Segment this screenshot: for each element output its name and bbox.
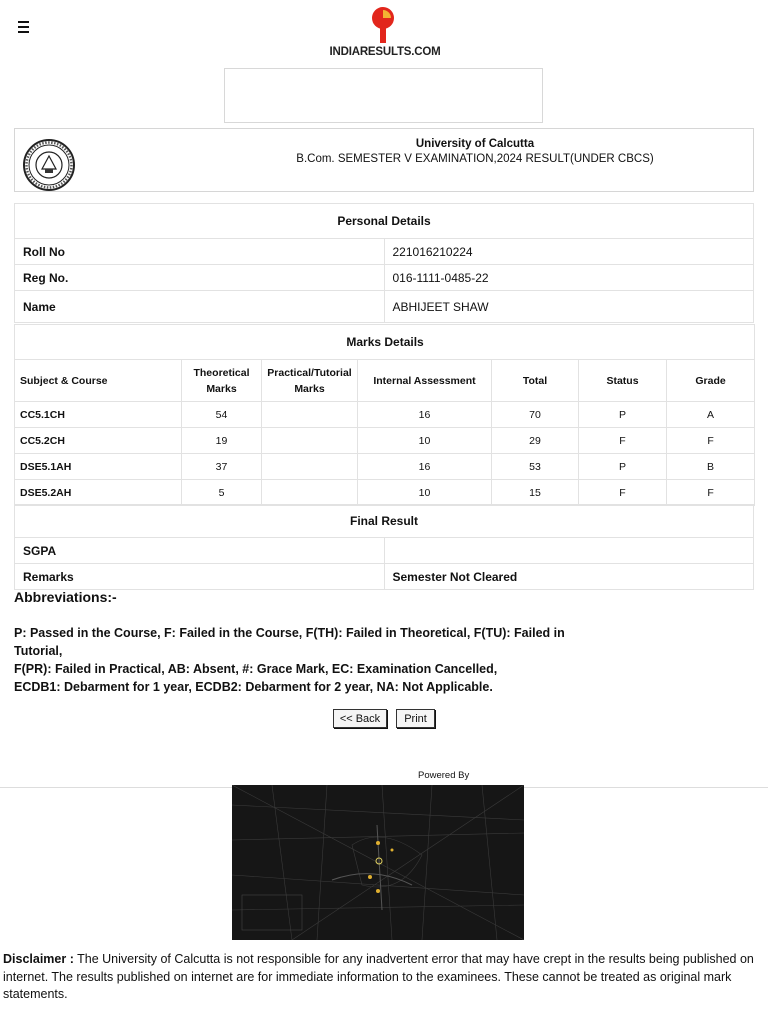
total-marks: 70	[492, 402, 579, 428]
practical-marks	[262, 402, 358, 428]
abbreviation-line: F(PR): Failed in Practical, AB: Absent, #: Grace Mark, EC: Examination Cancelled,	[14, 662, 498, 676]
personal-details-table	[14, 203, 754, 323]
table-row	[15, 454, 755, 480]
disclaimer	[3, 951, 761, 1004]
disclaimer-label: Disclaimer :	[3, 952, 74, 966]
indiaresults-logo[interactable]	[325, 6, 445, 62]
internal-marks: 10	[358, 480, 492, 506]
column-header: Internal Assessment	[358, 360, 492, 402]
grade: F	[667, 480, 755, 506]
map-graphic	[232, 785, 524, 940]
print-button[interactable]: Print	[396, 709, 435, 728]
theory-marks: 19	[182, 428, 262, 454]
reg-no-value: 016-1111-0485-22	[384, 265, 754, 291]
map-image	[232, 785, 524, 940]
column-header: Grade	[667, 360, 755, 402]
result-header	[14, 128, 754, 192]
table-row	[15, 428, 755, 454]
column-header: Theoretical Marks	[182, 360, 262, 402]
column-header: Subject & Course	[15, 360, 182, 402]
practical-marks	[262, 428, 358, 454]
table-row	[15, 239, 754, 265]
status: P	[579, 454, 667, 480]
abbreviations-title: Abbreviations:-	[14, 589, 117, 605]
remarks-label: Remarks	[15, 564, 385, 590]
table-row	[15, 564, 754, 590]
roll-no-label: Roll No	[15, 239, 385, 265]
name-label: Name	[15, 291, 385, 323]
total-marks: 29	[492, 428, 579, 454]
abbreviations-text	[14, 624, 614, 696]
back-button[interactable]: << Back	[333, 709, 387, 728]
total-marks: 15	[492, 480, 579, 506]
ad-placeholder	[224, 68, 543, 123]
logo-text: INDIARESULTS.COM	[329, 46, 441, 58]
final-result-title: Final Result	[15, 505, 754, 538]
university-name: University of Calcutta	[415, 138, 535, 150]
grade: B	[667, 454, 755, 480]
roll-no-value: 221016210224	[384, 239, 754, 265]
internal-marks: 16	[358, 402, 492, 428]
subject-code: CC5.1CH	[15, 402, 182, 428]
table-row	[15, 265, 754, 291]
table-row	[15, 402, 755, 428]
practical-marks	[262, 480, 358, 506]
column-header: Practical/Tutorial Marks	[262, 360, 358, 402]
table-row	[15, 291, 754, 323]
final-result-table	[14, 504, 754, 590]
sgpa-label: SGPA	[15, 538, 385, 564]
sgpa-value	[384, 538, 754, 564]
personal-details-title: Personal Details	[15, 204, 754, 239]
internal-marks: 16	[358, 454, 492, 480]
column-header: Status	[579, 360, 667, 402]
internal-marks: 10	[358, 428, 492, 454]
table-row	[15, 480, 755, 506]
subject-code: CC5.2CH	[15, 428, 182, 454]
subject-code: DSE5.2AH	[15, 480, 182, 506]
exam-title: B.Com. SEMESTER V EXAMINATION,2024 RESULT(UNDER CBCS)	[296, 153, 654, 165]
logo-mark-icon	[371, 6, 397, 44]
theory-marks: 54	[182, 402, 262, 428]
subject-code: DSE5.1AH	[15, 454, 182, 480]
reg-no-label: Reg No.	[15, 265, 385, 291]
theory-marks: 5	[182, 480, 262, 506]
marks-details-table	[14, 324, 755, 506]
table-row	[15, 538, 754, 564]
column-header: Total	[492, 360, 579, 402]
practical-marks	[262, 454, 358, 480]
status: P	[579, 402, 667, 428]
theory-marks: 37	[182, 454, 262, 480]
status: F	[579, 428, 667, 454]
status: F	[579, 480, 667, 506]
total-marks: 53	[492, 454, 579, 480]
abbreviation-line: P: Passed in the Course, F: Failed in the Course, F(TH): Failed in Theoretical, F(TU): Failed in Tutorial,	[14, 626, 565, 658]
marks-details-title: Marks Details	[15, 325, 755, 360]
name-value: ABHIJEET SHAW	[384, 291, 754, 323]
grade: F	[667, 428, 755, 454]
disclaimer-text: The University of Calcutta is not responsible for any inadvertent error that may have crept in the results being published on internet. The results published on internet are for immediate information to the examinees. These cannot be treated as original mark statements.	[3, 952, 754, 1001]
grade: A	[667, 402, 755, 428]
hamburger-menu-icon[interactable]	[18, 18, 38, 36]
powered-by-label: Powered By	[418, 770, 470, 781]
abbreviation-line: ECDB1: Debarment for 1 year, ECDB2: Debarment for 2 year, NA: Not Applicable.	[14, 680, 493, 694]
remarks-value: Semester Not Cleared	[384, 564, 754, 590]
table-header-row	[15, 360, 755, 402]
